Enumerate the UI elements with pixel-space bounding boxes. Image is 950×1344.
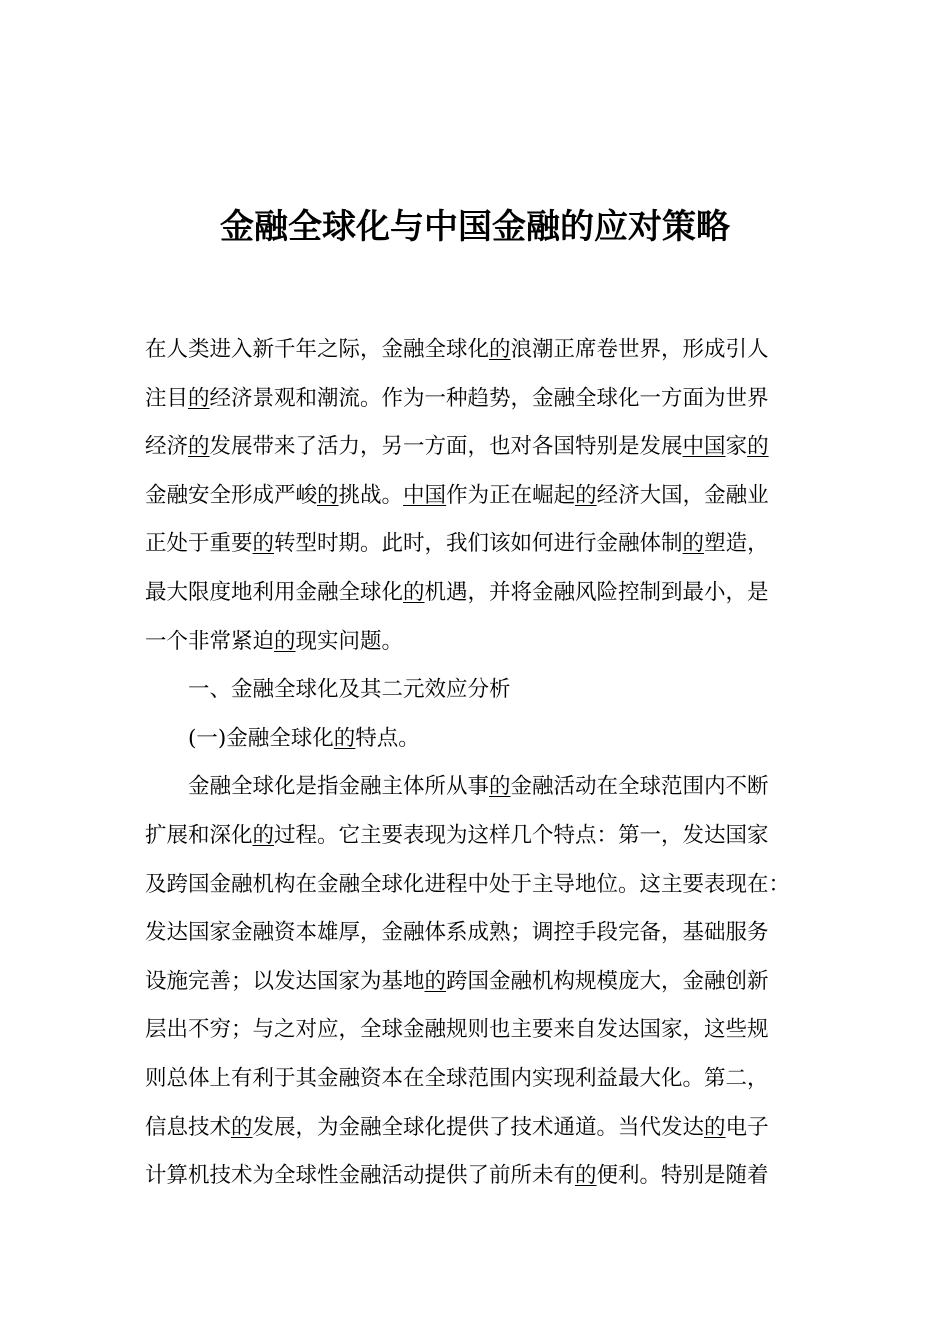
text-segment: 过程。它主要表现为这样几个特点：第一，发达国家 <box>274 822 769 848</box>
underlined-text: 的 <box>274 628 296 654</box>
underlined-text: 的 <box>424 968 447 994</box>
text-segment: 一、金融全球化及其二元效应分析 <box>188 677 511 703</box>
text-segment: 家 <box>725 434 748 460</box>
underlined-text: 的 <box>188 385 210 411</box>
text-segment: 在人类进入新千年之际，金融全球化 <box>145 337 490 362</box>
underlined-text: 的 <box>704 1114 726 1140</box>
text-segment: 发展，为金融全球化提供了技术通道。当代发达 <box>252 1114 705 1140</box>
text-line <box>145 861 805 910</box>
underlined-text: 的 <box>682 531 705 557</box>
text-segment: 计算机技术为全球性金融活动提供了前所未有 <box>145 1163 576 1189</box>
text-line <box>145 812 805 861</box>
underlined-text: 的 <box>188 434 210 460</box>
text-segment: 发达国家金融资本雄厚，金融体系成熟；调控手段完备，基础服务 <box>145 920 769 946</box>
text-segment: 电子 <box>725 1114 769 1140</box>
text-segment: 便利。特别是随着 <box>596 1163 769 1189</box>
text-line <box>145 958 805 1007</box>
text-segment: 跨国金融机构规模庞大，金融创新 <box>446 968 769 994</box>
text-line <box>145 618 805 667</box>
text-segment: 金融安全形成严峻 <box>145 482 318 508</box>
underlined-text: 的 <box>575 1163 597 1189</box>
text-line <box>145 1006 805 1055</box>
text-segment: 经济大国，金融业 <box>596 482 769 508</box>
text-segment: 转型时期。此时，我们该如何进行金融体制 <box>274 531 683 557</box>
text-line <box>145 520 805 569</box>
underlined-text: 的 <box>489 774 511 800</box>
underlined-text: 的 <box>333 725 356 751</box>
text-line <box>145 715 805 764</box>
text-segment: 现实问题。 <box>295 628 404 654</box>
underlined-text: 的 <box>317 482 339 508</box>
text-line <box>145 1104 805 1153</box>
text-segment: 塑造， <box>704 531 769 557</box>
text-segment: 经济景观和潮流。作为一种趋势，金融全球化一方面为世界 <box>209 385 769 411</box>
underlined-text: 的 <box>231 1114 253 1140</box>
underlined-text: 的 <box>575 482 597 508</box>
underlined-text: 的 <box>403 579 425 605</box>
text-line <box>145 763 805 812</box>
text-line <box>145 423 805 472</box>
text-segment: (一)金融全球化 <box>188 725 334 751</box>
text-segment: 最大限度地利用金融全球化 <box>145 579 404 605</box>
text-line <box>145 1055 805 1104</box>
text-segment: 特点。 <box>355 725 420 751</box>
text-segment: 发展带来了活力，另一方面，也对各国特别是发展 <box>209 434 683 460</box>
text-segment: 注目 <box>145 385 189 411</box>
document-body <box>145 326 805 1201</box>
underlined-text: 中国 <box>682 434 726 460</box>
text-line <box>145 666 805 715</box>
document-title: 金融全球化与中国金融的应对策略 <box>220 207 730 247</box>
text-line <box>145 326 805 375</box>
text-segment: 作为正在崛起 <box>446 482 576 508</box>
text-segment: 挑战。 <box>338 482 404 508</box>
underlined-text: 的 <box>489 337 511 362</box>
text-segment: 金融全球化是指金融主体所从事 <box>188 774 490 800</box>
text-line <box>145 1152 805 1201</box>
text-line <box>145 569 805 618</box>
text-line <box>145 472 805 521</box>
text-segment: 经济 <box>145 434 189 460</box>
text-segment: 金融活动在全球范围内不断 <box>510 774 769 800</box>
text-line <box>145 375 805 424</box>
text-segment: 正处于重要 <box>145 531 253 557</box>
text-segment: 机遇，并将金融风险控制到最小，是 <box>424 579 769 605</box>
text-segment: 层出不穷；与之对应，全球金融规则也主要来自发达国家，这些规 <box>145 1017 769 1043</box>
text-segment: 设施完善；以发达国家为基地 <box>145 968 425 994</box>
text-segment: 信息技术 <box>145 1114 232 1140</box>
text-segment: 则总体上有利于其金融资本在全球范围内实现利益最大化。第二， <box>145 1065 769 1091</box>
text-segment: 及跨国金融机构在金融全球化进程中处于主导地位。这主要表现在： <box>145 871 791 897</box>
underlined-text: 中国 <box>403 482 447 508</box>
underlined-text: 的 <box>747 434 769 460</box>
text-segment: 一个非常紧迫 <box>145 628 275 654</box>
underlined-text: 的 <box>252 822 275 848</box>
text-segment: 扩展和深化 <box>145 822 253 848</box>
text-line <box>145 909 805 958</box>
text-segment: 浪潮正席卷世界，形成引人 <box>510 337 769 362</box>
underlined-text: 的 <box>252 531 275 557</box>
